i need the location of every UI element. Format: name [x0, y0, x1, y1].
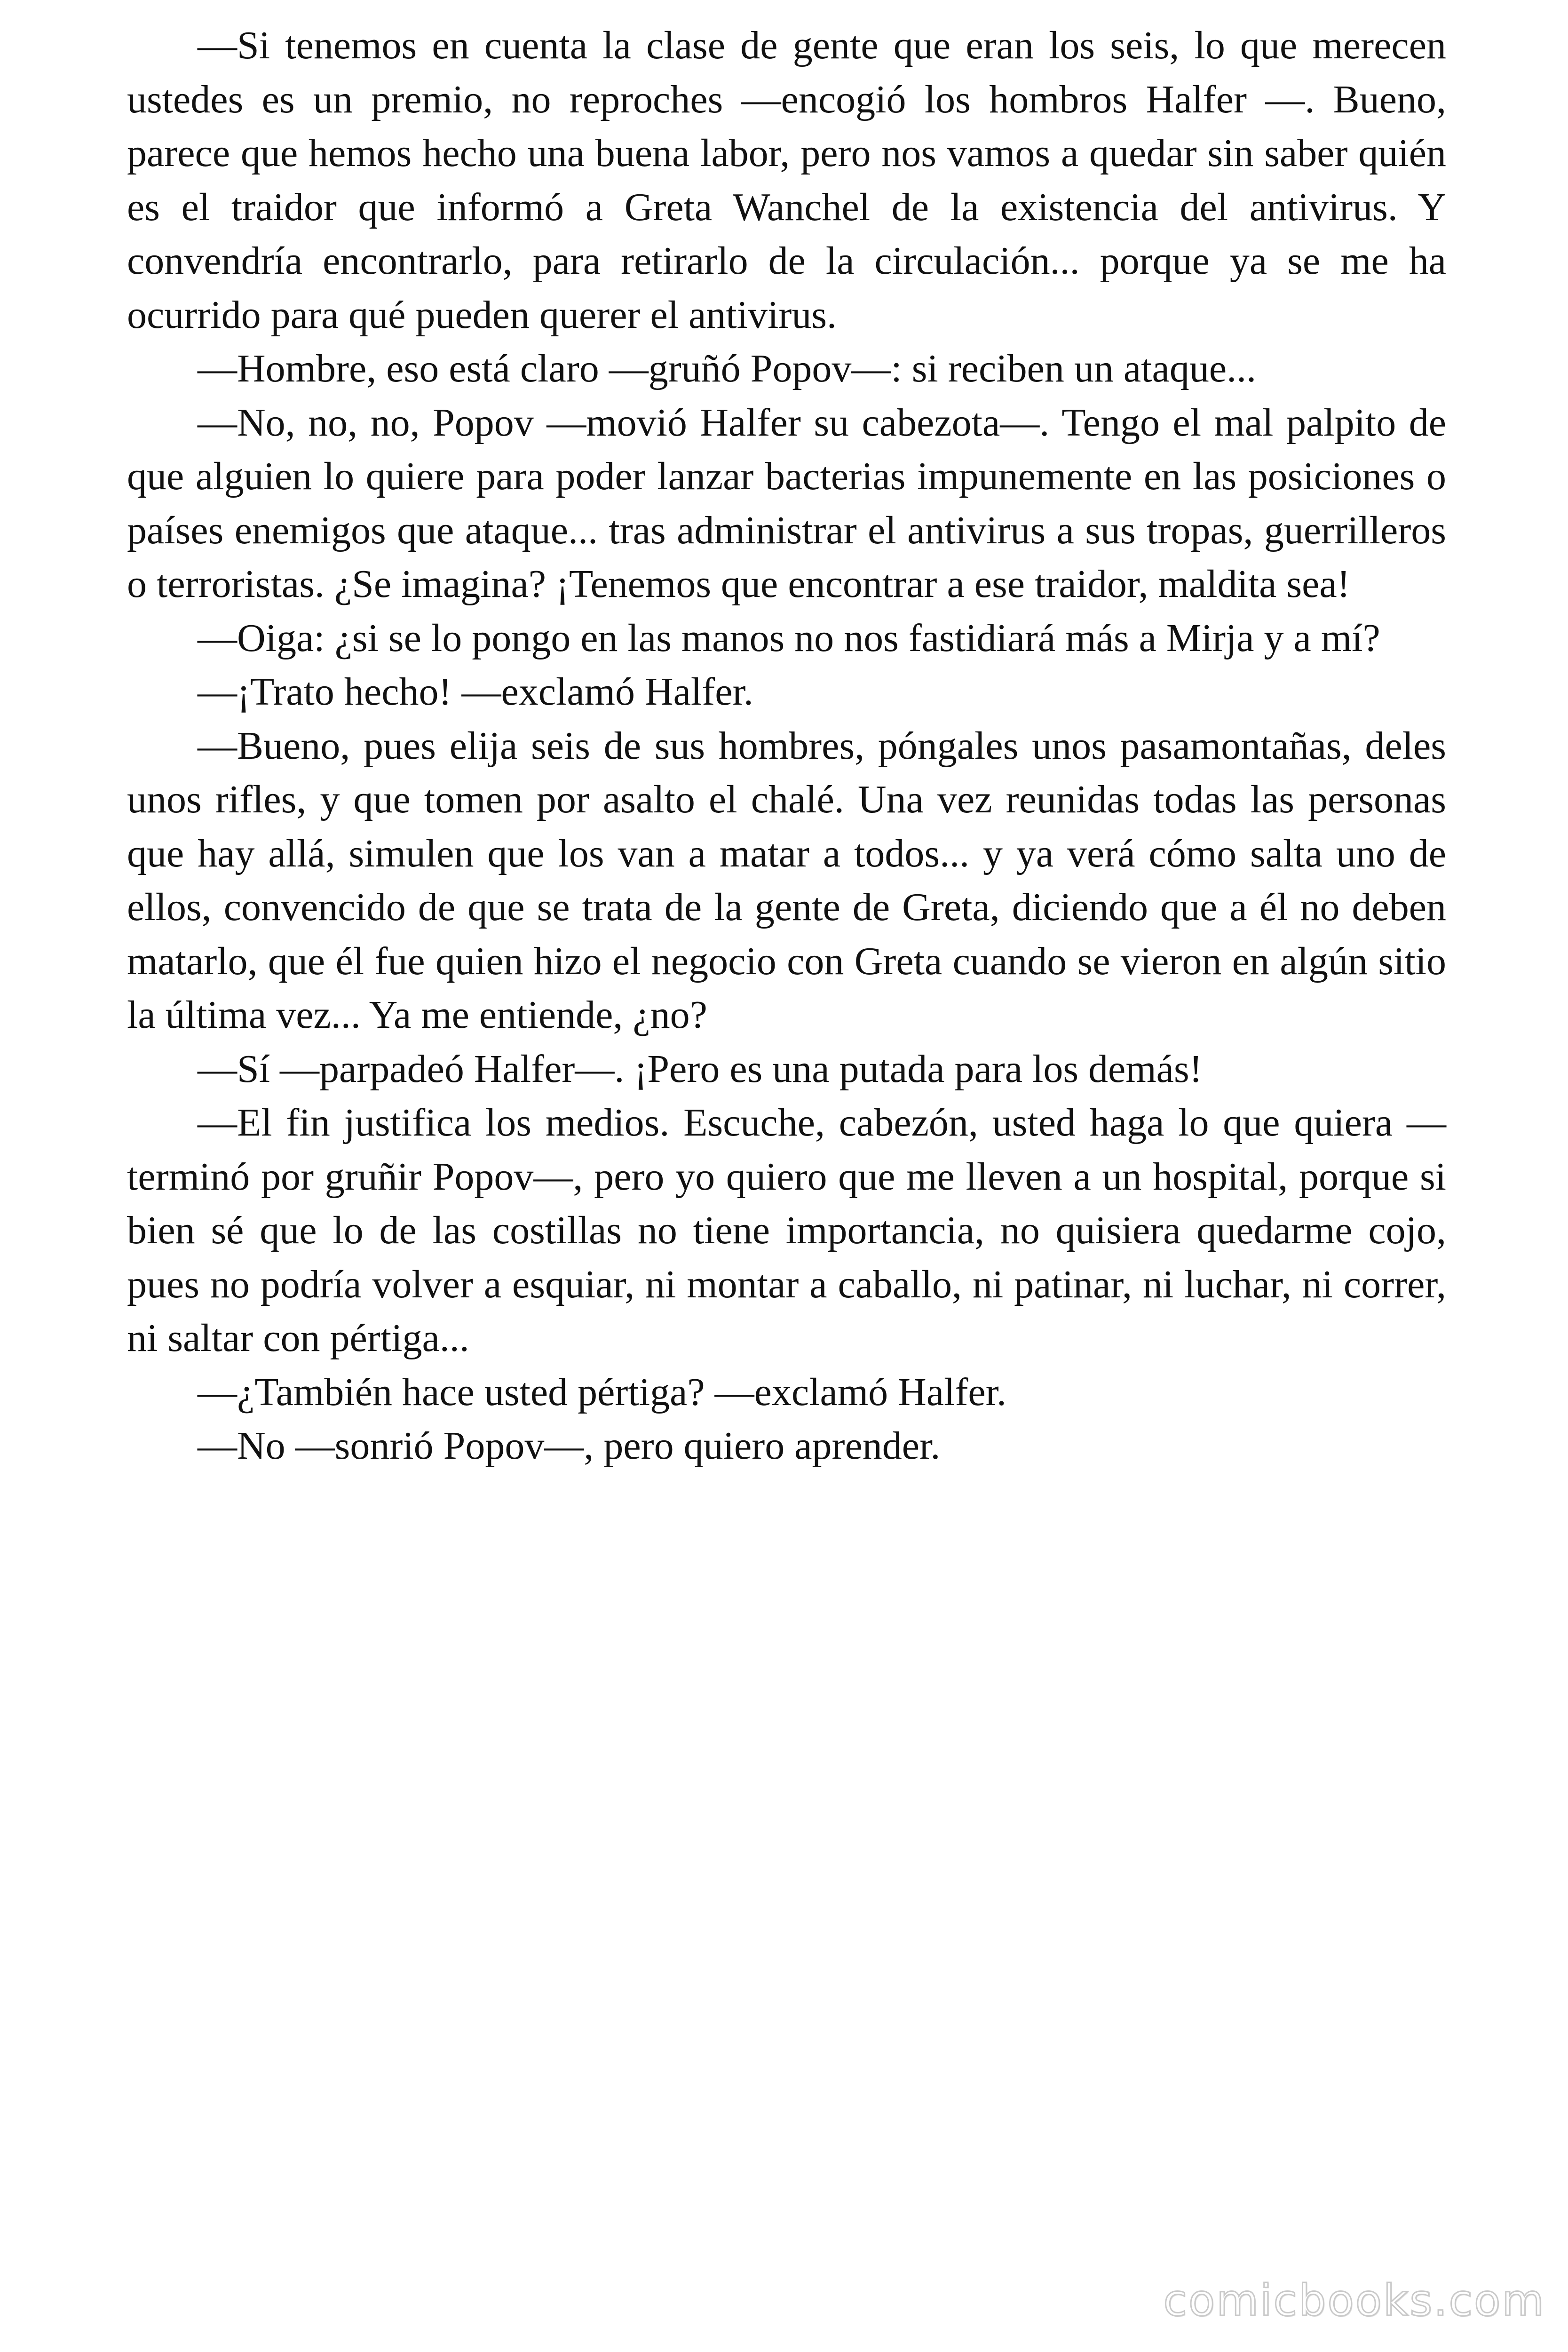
- paragraph: —No —sonrió Popov—, pero quiero aprender.: [198, 1424, 941, 1468]
- paragraph: —El fin justifica los medios. Escuche, cabezón, usted haga lo que quiera —terminó por gruñir Popov—, pero yo quiero que me lleven a un hospital, porque si bien sé que lo de las costillas no tiene importancia, no quisiera quedarme cojo, pues no podría volver a esquiar, ni montar a caballo, ni patinar, ni luchar, ni correr, ni saltar con pértiga...: [127, 1101, 1446, 1360]
- body-text: [127, 19, 1446, 1473]
- paragraph: —Bueno, pues elija seis de sus hombres, póngales unos pasamontañas, deles unos rifles, y que tomen por asalto el chalé. Una vez reunidas todas las personas que hay allá, simulen que los van a matar a todos... y ya verá cómo salta uno de ellos, convencido de que se trata de la gente de Greta, diciendo que a él no deben matarlo, que él fue quien hizo el negocio con Greta cuando se vieron en algún sitio la última vez... Ya me entiende, ¿no?: [127, 723, 1446, 1037]
- paragraph: —Sí —parpadeó Halfer—. ¡Pero es una putada para los demás!: [198, 1047, 1203, 1091]
- paragraph: —No, no, no, Popov —movió Halfer su cabezota—. Tengo el mal palpito de que alguien lo quiere para poder lanzar bacterias impunemente en las posiciones o países enemigos que ataque... tras administrar el antivirus a sus tropas, guerrilleros o terroristas. ¿Se imagina? ¡Tenemos que encontrar a ese traidor, maldita sea!: [127, 400, 1446, 606]
- paragraph: —Si tenemos en cuenta la clase de gente que eran los seis, lo que merecen ustedes es un premio, no reproches —encogió los hombros Halfer —. Bueno, parece que hemos hecho una buena labor, pero nos vamos a quedar sin saber quién es el traidor que informó a Greta Wanchel de la existencia del antivirus. Y convendría encontrarlo, para retirarlo de la circulación... porque ya se me ha ocurrido para qué pueden querer el antivirus.: [127, 24, 1446, 337]
- paragraph: —Oiga: ¿si se lo pongo en las manos no nos fastidiará más a Mirja y a mí?: [198, 616, 1380, 660]
- watermark: comicbooks.com: [1163, 2275, 1545, 2326]
- paragraph: —¡Trato hecho! —exclamó Halfer.: [198, 670, 753, 714]
- paragraph: —Hombre, eso está claro —gruñó Popov—: si reciben un ataque...: [198, 347, 1257, 390]
- paragraph: —¿También hace usted pértiga? —exclamó Halfer.: [198, 1370, 1007, 1414]
